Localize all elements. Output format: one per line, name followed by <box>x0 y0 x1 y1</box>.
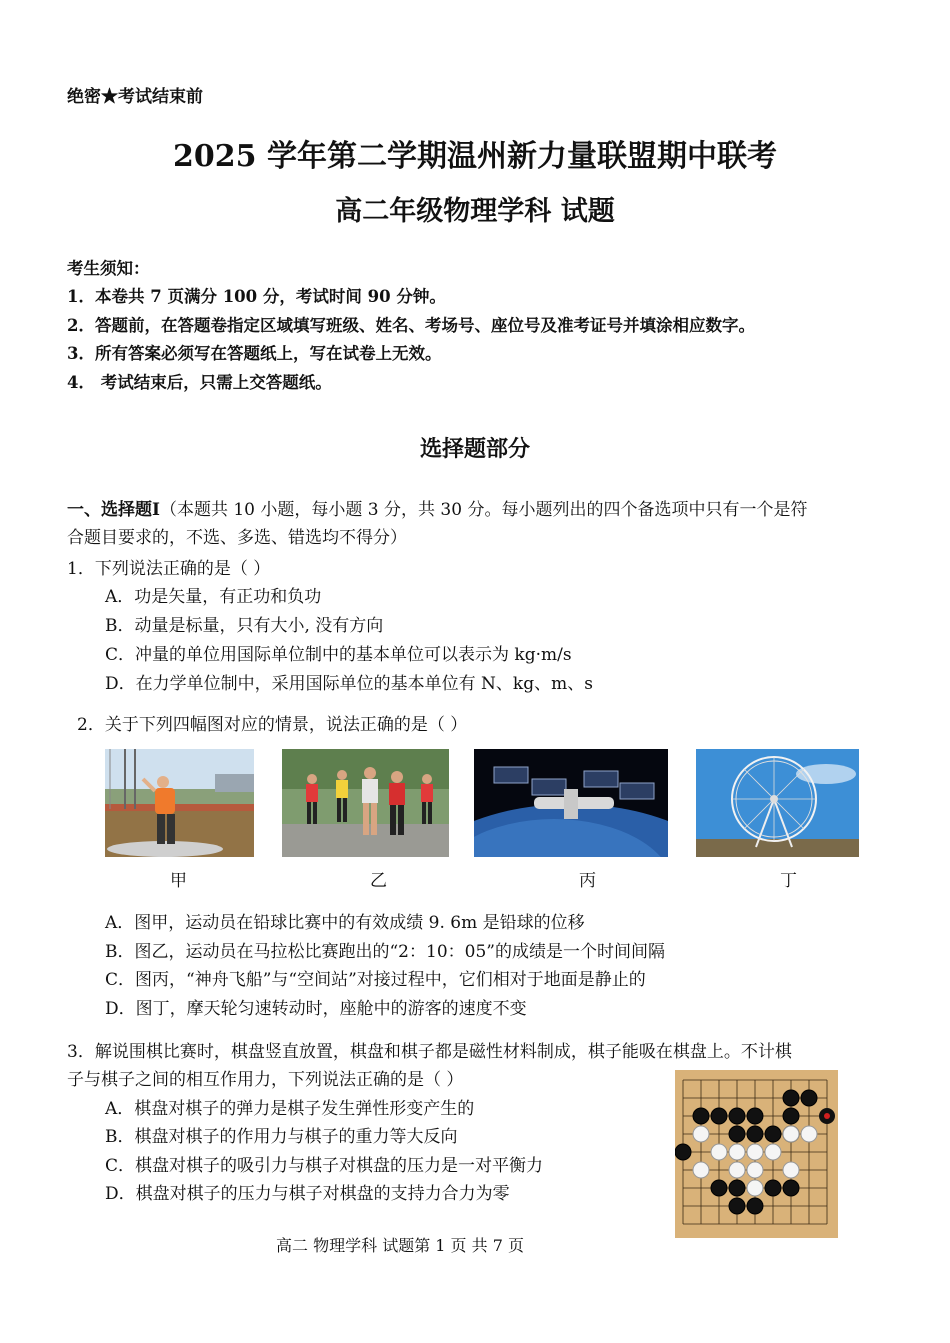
notice-item: 2．答题前，在答题卷指定区域填写班级、姓名、考场号、座位号及准考证号并填涂相应数字。 <box>67 316 755 335</box>
go-stone <box>693 1126 709 1142</box>
q2-option-a: A．图甲，运动员在铅球比赛中的有效成绩 9. 6m 是铅球的位移 <box>105 913 585 933</box>
go-stone <box>729 1198 745 1214</box>
q3-option-b: B．棋盘对棋子的作用力与棋子的重力等大反向 <box>105 1127 458 1147</box>
question-3-stem-line1: 3．解说围棋比赛时，棋盘竖直放置，棋盘和棋子都是磁性材料制成，棋子能吸在棋盘上。不计棋 <box>67 1042 792 1062</box>
go-stone <box>711 1180 727 1196</box>
go-stone <box>729 1162 745 1178</box>
go-stone <box>765 1126 781 1142</box>
go-stone <box>747 1108 763 1124</box>
go-stone <box>747 1180 763 1196</box>
notice-item: 3．所有答案必须写在答题纸上，写在试卷上无效。 <box>67 344 442 363</box>
go-stone <box>729 1126 745 1142</box>
q1-option-a: A．功是矢量，有正功和负功 <box>105 587 322 607</box>
go-stone <box>765 1180 781 1196</box>
notice-item: 4． 考试结束后，只需上交答题纸。 <box>67 373 332 392</box>
go-stone <box>783 1126 799 1142</box>
q2-option-b: B．图乙，运动员在马拉松比赛跑出的“2：10：05”的成绩是一个时间间隔 <box>105 942 665 962</box>
shot-put-photo <box>105 749 254 857</box>
go-stone <box>747 1144 763 1160</box>
go-stone <box>711 1144 727 1160</box>
notice-heading: 考生须知： <box>67 259 150 278</box>
section-title: 选择题部分 <box>419 436 530 462</box>
caption-yi: 乙 <box>370 871 387 891</box>
go-stone <box>675 1144 691 1160</box>
q2-option-c: C．图丙，“神舟飞船”与“空间站”对接过程中，它们相对于地面是静止的 <box>105 970 646 990</box>
q3-option-a: A．棋盘对棋子的弹力是棋子发生弹性形变产生的 <box>105 1099 475 1119</box>
go-stone <box>747 1198 763 1214</box>
part-desc-line1: （本题共 10 小题，每小题 3 分，共 30 分。每小题列出的四个备选项中只有一个是符 <box>159 500 808 520</box>
part-desc-line2: 合题目要求的，不选、多选、错选均不得分） <box>67 528 407 548</box>
q1-option-b: B．动量是标量，只有大小, 没有方向 <box>105 616 384 636</box>
q3-option-c: C．棋盘对棋子的吸引力与棋子对棋盘的压力是一对平衡力 <box>105 1156 544 1176</box>
go-board-image <box>675 1070 838 1238</box>
confidential-label: 绝密★考试结束前 <box>67 87 203 107</box>
q1-option-d: D．在力学单位制中，采用国际单位的基本单位有 N、kg、m、s <box>105 674 593 694</box>
q1-option-c: C．冲量的单位用国际单位制中的基本单位可以表示为 kg·m/s <box>105 645 572 665</box>
go-stone <box>711 1108 727 1124</box>
go-stone <box>783 1108 799 1124</box>
caption-ding: 丁 <box>780 871 797 891</box>
go-stone <box>693 1162 709 1178</box>
ferris-wheel-photo <box>696 749 859 857</box>
go-stone <box>783 1162 799 1178</box>
question-1-stem: 1．下列说法正确的是（ ） <box>67 559 271 579</box>
go-stone <box>765 1144 781 1160</box>
go-stone <box>747 1162 763 1178</box>
caption-bing: 丙 <box>579 871 596 891</box>
marathon-photo <box>282 749 449 857</box>
go-stone <box>729 1180 745 1196</box>
last-move-marker <box>824 1113 830 1119</box>
go-stone <box>783 1180 799 1196</box>
go-stone <box>729 1144 745 1160</box>
exam-subtitle: 高二年级物理学科 试题 <box>335 196 615 227</box>
go-stone <box>801 1126 817 1142</box>
page-footer: 高二 物理学科 试题第 1 页 共 7 页 <box>276 1236 524 1255</box>
question-2-stem: 2．关于下列四幅图对应的情景，说法正确的是（ ） <box>77 715 468 735</box>
q3-option-d: D．棋盘对棋子的压力与棋子对棋盘的支持力合力为零 <box>105 1184 510 1204</box>
space-station-photo <box>474 749 668 857</box>
notice-item: 1．本卷共 7 页满分 100 分，考试时间 90 分钟。 <box>67 287 446 306</box>
part-intro <box>67 495 807 520</box>
exam-title: 2025 学年第二学期温州新力量联盟期中联考 <box>173 139 777 174</box>
go-stone <box>801 1090 817 1106</box>
go-stone <box>747 1126 763 1142</box>
question-3-stem-line2: 子与棋子之间的相互作用力，下列说法正确的是（ ） <box>67 1070 464 1090</box>
q2-option-d: D．图丁，摩天轮匀速转动时，座舱中的游客的速度不变 <box>105 999 527 1019</box>
go-stone <box>783 1090 799 1106</box>
caption-jia: 甲 <box>170 871 187 891</box>
go-stone <box>729 1108 745 1124</box>
part-heading: 一、选择题Ⅰ <box>67 500 160 520</box>
go-stone <box>693 1108 709 1124</box>
